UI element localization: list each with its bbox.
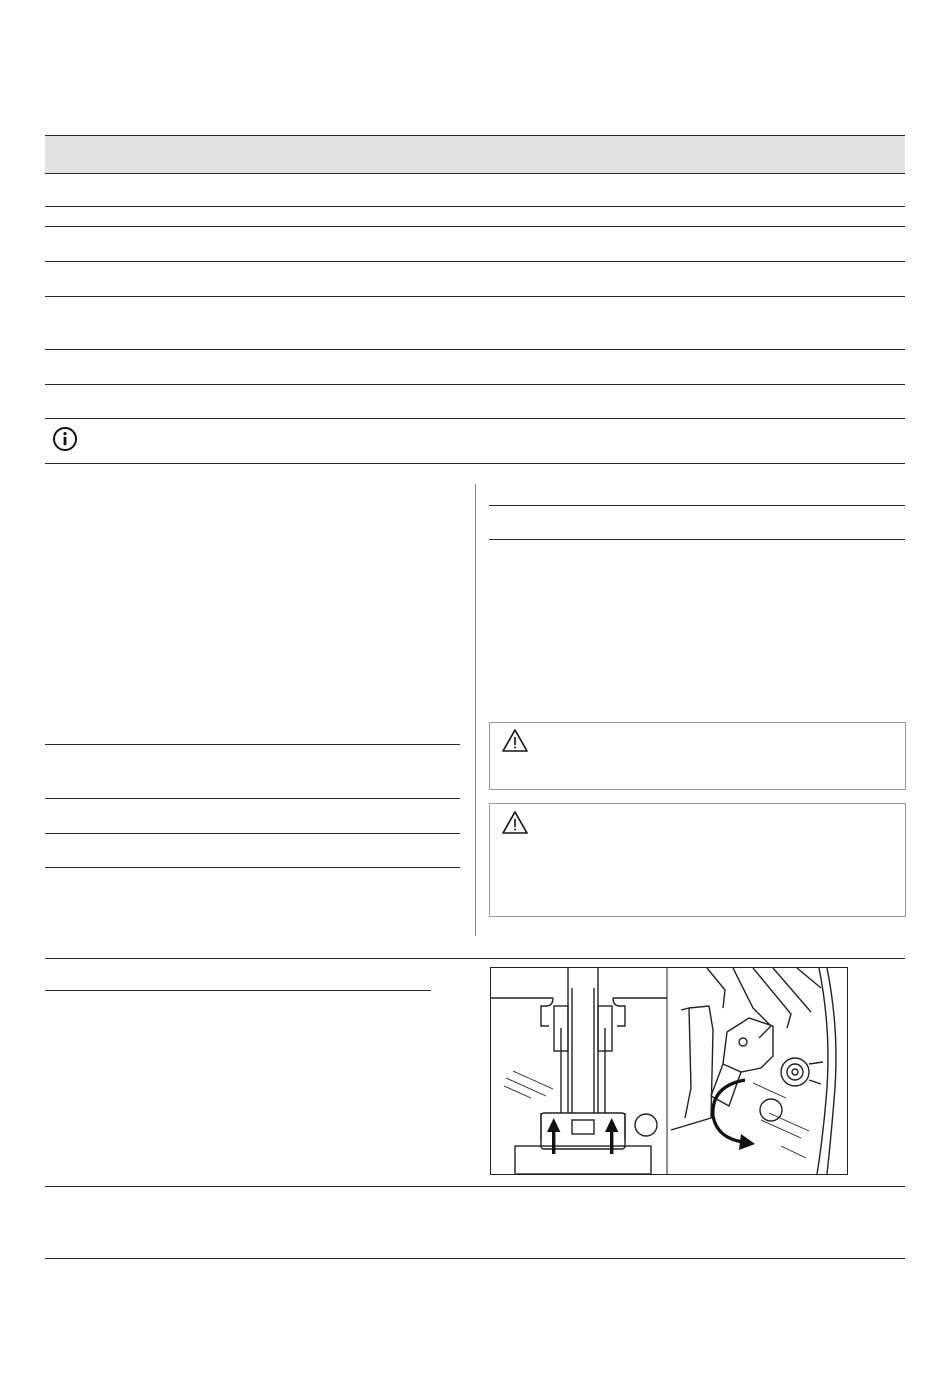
warning-triangle-icon xyxy=(501,810,529,836)
left-list-divider xyxy=(45,833,460,834)
right-heading-rule-bottom xyxy=(489,539,905,540)
column-divider xyxy=(475,484,476,936)
info-note xyxy=(45,419,905,463)
table-row-divider xyxy=(45,349,905,350)
hinge-illustration-drawing xyxy=(491,968,847,1174)
table-row-divider xyxy=(45,384,905,385)
hinge-illustration xyxy=(490,967,848,1175)
table-bottom-rule xyxy=(45,463,905,464)
rotate-arrow xyxy=(713,1080,745,1142)
table-row-divider xyxy=(45,261,905,262)
section-rule xyxy=(45,1186,905,1187)
rotate-arrow-head xyxy=(739,1134,755,1150)
table-row-divider xyxy=(45,206,905,207)
hinge-lift-panel xyxy=(491,968,667,1174)
lower-heading-underline xyxy=(45,990,431,991)
table-row-divider xyxy=(45,226,905,227)
warning-triangle-icon xyxy=(501,728,529,754)
right-heading-rule-top xyxy=(489,505,905,506)
section-rule xyxy=(45,958,905,959)
left-list-divider xyxy=(45,867,460,868)
left-list-divider xyxy=(45,744,460,745)
warning-box xyxy=(489,722,906,790)
left-list-divider xyxy=(45,798,460,799)
section-rule xyxy=(45,1258,905,1259)
table-row-divider xyxy=(45,296,905,297)
info-icon xyxy=(52,426,78,452)
table-header xyxy=(45,135,905,174)
warning-box xyxy=(489,803,906,917)
